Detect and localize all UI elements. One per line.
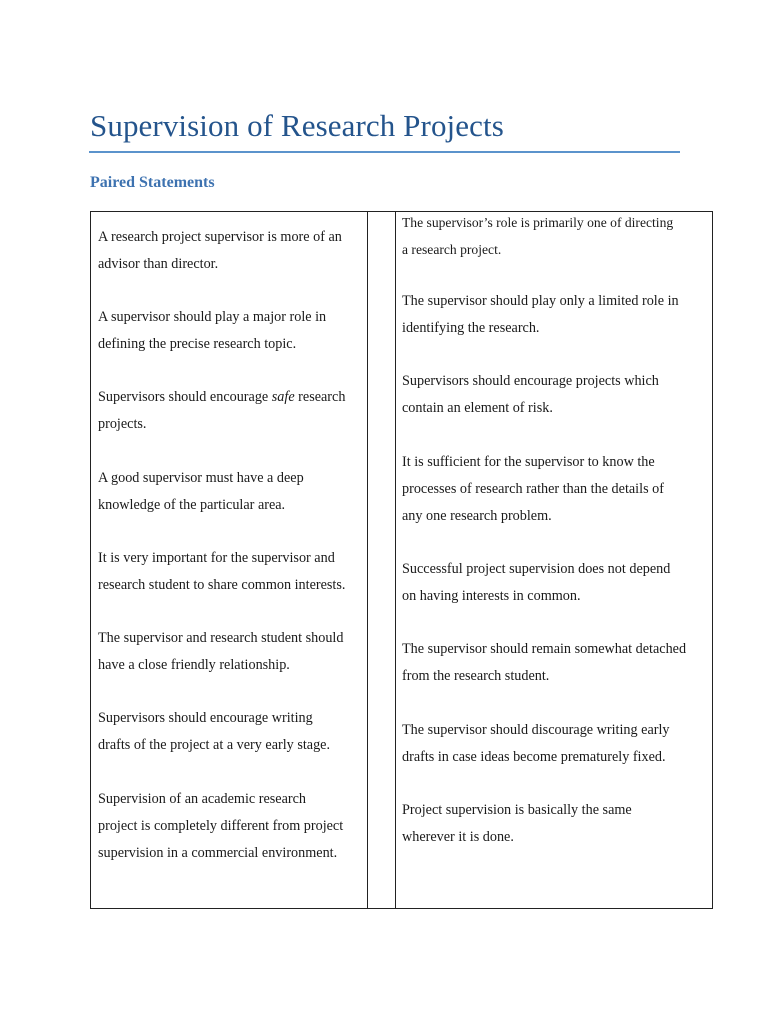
right-statement-2-line-1: The supervisor should play only a limited role in: [402, 293, 679, 309]
right-statement-7-line-1: The supervisor should discourage writing early: [402, 722, 670, 738]
left-statement-8-line-1: Supervision of an academic research: [98, 791, 306, 807]
left-statement-1-line-2: advisor than director.: [98, 256, 219, 272]
left-statement-3: [98, 384, 345, 438]
right-statement-7-line-2: drafts in case ideas become prematurely fixed.: [402, 749, 666, 765]
section-heading: Paired Statements: [90, 174, 215, 191]
right-statement-8-line-2: wherever it is done.: [402, 829, 514, 845]
left-statement-3-line-1-post: research: [294, 389, 346, 405]
left-statement-7: [98, 705, 330, 759]
document-title: Supervision of Research Projects: [90, 108, 504, 143]
right-statement-3-line-1: Supervisors should encourage projects which: [402, 373, 659, 389]
title-underline: [89, 151, 680, 153]
left-statement-6: [98, 625, 343, 679]
left-statement-7-line-1: Supervisors should encourage writing: [98, 710, 313, 726]
left-statement-5: [98, 545, 345, 599]
right-statement-6-line-2: from the research student.: [402, 668, 550, 684]
right-statement-5-line-1: Successful project supervision does not depend: [402, 561, 671, 577]
left-statement-8: [98, 786, 343, 867]
right-statement-1: [402, 209, 673, 263]
column-divider-right: [395, 212, 396, 908]
paired-statements-table: [90, 211, 713, 909]
left-statement-3-line-2: projects.: [98, 416, 147, 432]
right-statement-8-line-1: Project supervision is basically the same: [402, 802, 632, 818]
left-statement-1-line-1: A research project supervisor is more of an: [98, 229, 342, 245]
left-statement-5-line-1: It is very important for the supervisor and: [98, 550, 335, 566]
right-statement-2-line-2: identifying the research.: [402, 320, 540, 336]
right-statement-4-line-3: any one research problem.: [402, 508, 552, 524]
right-statement-8: [402, 797, 632, 851]
left-statement-7-line-2: drafts of the project at a very early stage.: [98, 737, 331, 753]
right-statement-1-line-1: The supervisor’s role is primarily one of directing: [402, 215, 674, 230]
left-statement-3-line-1-pre: Supervisors should encourage: [98, 389, 272, 405]
left-statement-6-line-2: have a close friendly relationship.: [98, 657, 290, 673]
right-statement-4: [402, 449, 664, 530]
right-statement-6: [402, 636, 686, 690]
left-statement-3-emphasis: safe: [271, 389, 295, 405]
left-statement-4-line-1: A good supervisor must have a deep: [98, 470, 304, 486]
right-statement-1-line-2: a research project.: [402, 242, 502, 257]
left-statement-1: [98, 224, 342, 278]
column-divider-left: [367, 212, 368, 908]
left-statement-6-line-1: The supervisor and research student should: [98, 630, 344, 646]
right-statement-7: [402, 717, 670, 771]
right-statement-4-line-2: processes of research rather than the details of: [402, 481, 664, 497]
left-statement-8-line-2: project is completely different from project: [98, 818, 344, 834]
left-statement-2-line-2: defining the precise research topic.: [98, 336, 297, 352]
right-statement-4-line-1: It is sufficient for the supervisor to know the: [402, 454, 655, 470]
left-statement-5-line-2: research student to share common interests.: [98, 577, 346, 593]
left-statement-2: [98, 304, 326, 358]
right-statement-5-line-2: on having interests in common.: [402, 588, 581, 604]
left-statement-4-line-2: knowledge of the particular area.: [98, 497, 286, 513]
left-statement-8-line-3: supervision in a commercial environment.: [98, 845, 338, 861]
right-statement-5: [402, 556, 670, 610]
right-statement-2: [402, 288, 679, 342]
left-statement-2-line-1: A supervisor should play a major role in: [98, 309, 327, 325]
right-statement-6-line-1: The supervisor should remain somewhat detached: [402, 641, 687, 657]
left-statement-4: [98, 465, 304, 519]
right-statement-3: [402, 368, 659, 422]
right-statement-3-line-2: contain an element of risk.: [402, 400, 553, 416]
